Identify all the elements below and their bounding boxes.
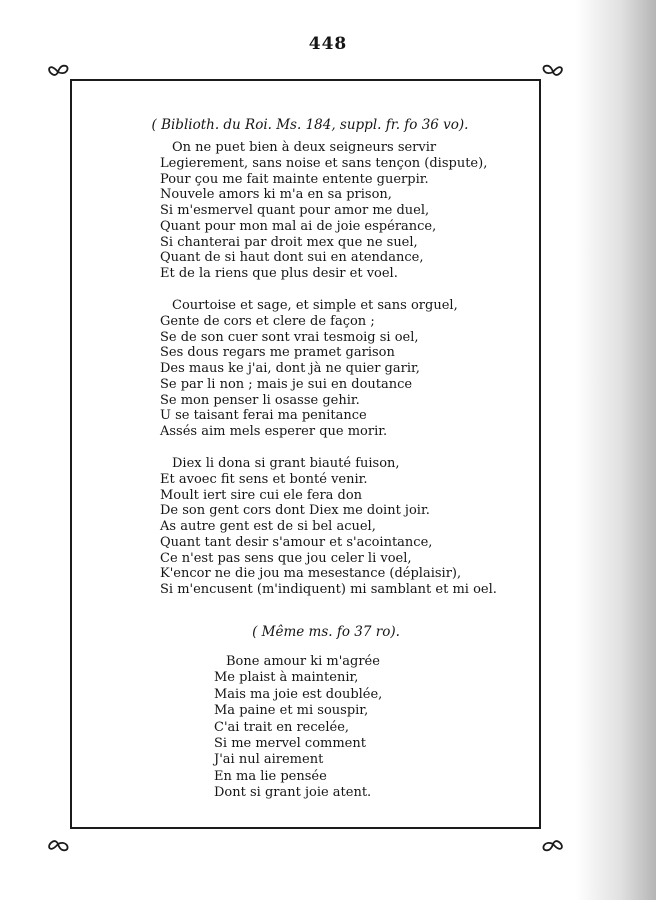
corner-ornament-icon [46, 60, 70, 84]
poem-stanza [160, 298, 458, 440]
verse-line: Si chanterai par droit mex que ne suel, [160, 234, 418, 250]
source-heading: ( Biblioth. du Roi. Ms. 184, suppl. fr. fo 36 vo). [151, 117, 469, 133]
verse-line: J'ai nul airement [214, 752, 324, 768]
corner-ornament-icon [541, 60, 565, 84]
verse-line: Quant tant desir s'amour et s'acointance, [160, 534, 433, 550]
verse-line: Assés aim mels esperer que morir. [160, 424, 388, 439]
corner-ornament-icon [541, 832, 565, 856]
verse-line: Si m'esmervel quant pour amor me duel, [160, 203, 430, 218]
verse-line: Si me mervel comment [214, 736, 366, 752]
poem-stanza [160, 140, 487, 282]
verse-line: Nouvele amors ki m'a en sa prison, [160, 187, 392, 203]
verse-line: Legierement, sans noise et sans tençon (dispute), [160, 155, 488, 171]
verse-line: En ma lie pensée [214, 768, 327, 784]
verse-line: Ma paine et mi souspir, [214, 703, 369, 719]
verse-line: K'encor ne die jou ma mesestance (déplaisir), [160, 566, 462, 582]
verse-line: C'ai trait en recelée, [214, 719, 350, 735]
poem-stanza [160, 456, 497, 598]
verse-line: Se par li non ; mais je sui en doutance [160, 376, 413, 392]
verse-line: Gente de cors et clere de façon ; [160, 313, 375, 329]
verse-line: Se de son cuer sont vrai tesmoig si oel, [160, 329, 419, 345]
verse-line: Pour çou me fait mainte entente guerpir. [160, 171, 429, 187]
verse-line: On ne puet bien à deux seigneurs servir [172, 140, 437, 155]
verse-line: U se taisant ferai ma penitance [160, 408, 367, 424]
verse-line: Quant pour mon mal ai de joie espérance, [160, 218, 437, 234]
verse-line: Me plaist à maintenir, [214, 670, 359, 686]
verse-line: Des maus ke j'ai, dont jà ne quier garir, [160, 361, 420, 376]
poem-stanza [214, 654, 382, 802]
page-edge-shadow [576, 0, 656, 900]
verse-line: Mais ma joie est doublée, [214, 686, 383, 702]
verse-line: Courtoise et sage, et simple et sans orguel, [172, 298, 458, 313]
verse-line: Moult iert sire cui ele fera don [160, 487, 363, 503]
verse-line: Si m'encusent (m'indiquent) mi samblant et mi oel. [160, 582, 497, 597]
verse-line: Dont si grant joie atent. [214, 785, 372, 801]
source-heading: ( Même ms. fo 37 ro). [252, 624, 400, 640]
verse-line: Et avoec fit sens et bonté venir. [160, 471, 368, 487]
verse-line: Bone amour ki m'agrée [226, 654, 380, 669]
page-number: 448 [308, 34, 348, 54]
verse-line: As autre gent est de si bel acuel, [160, 519, 376, 534]
verse-line: Ce n'est pas sens que jou celer li voel, [160, 550, 412, 566]
verse-line: Et de la riens que plus desir et voel. [160, 266, 398, 281]
verse-line: Se mon penser li osasse gehir. [160, 392, 360, 408]
verse-line: De son gent cors dont Diex me doint joir. [160, 503, 430, 519]
verse-line: Quant de si haut dont sui en atendance, [160, 250, 424, 266]
verse-line: Ses dous regars me pramet garison [160, 345, 395, 361]
corner-ornament-icon [46, 832, 70, 856]
verse-line: Diex li dona si grant biauté fuison, [172, 456, 400, 471]
